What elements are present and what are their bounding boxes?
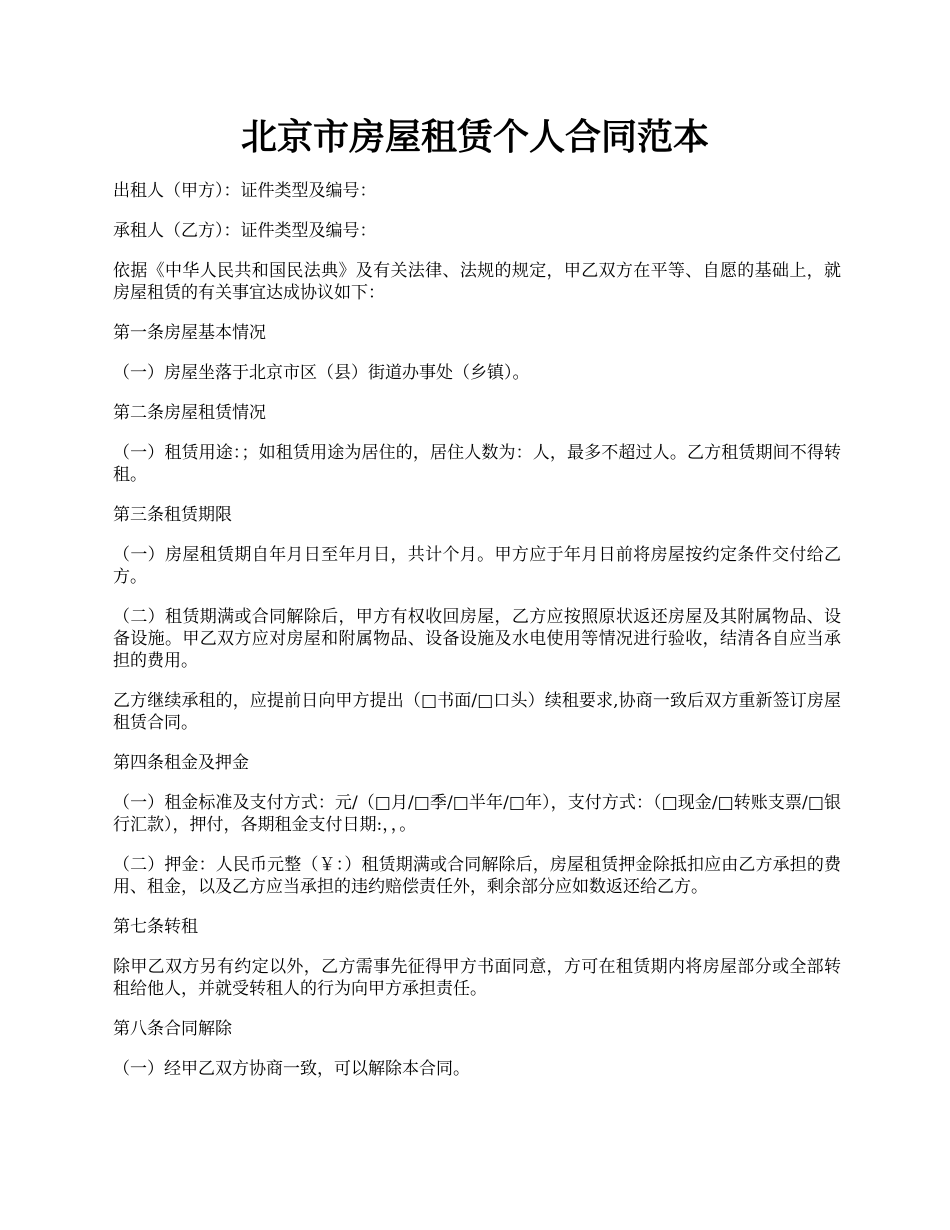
- article-8-heading: 第八条合同解除: [113, 1019, 232, 1039]
- article-3-clause-2: （二）租赁期满或合同解除后，甲方有权收回房屋，乙方应按照原状返还房屋及其附属物品、设备设施。甲乙双方应对房屋和附属物品、设备设施及水电使用等情况进行验收，结清各自应当承担的费用。: [113, 607, 841, 671]
- article-4-clause-2: （二）押金：人民币元整（￥：）租赁期满或合同解除后，房屋租赁押金除抵扣应由乙方承担的费用、租金，以及乙方应当承担的违约赔偿责任外，剩余部分应如数返还给乙方。: [113, 855, 841, 897]
- article-4-heading: 第四条租金及押金: [113, 753, 249, 773]
- document-title: 北京市房屋租赁个人合同范本: [240, 116, 709, 158]
- article-2-heading: 第二条房屋租赁情况: [113, 403, 266, 423]
- preamble-paragraph: 依据《中华人民共和国民法典》及有关法律、法规的规定，甲乙双方在平等、自愿的基础上，就房屋租赁的有关事宜达成协议如下：: [113, 261, 841, 303]
- document-body: [113, 180, 841, 1098]
- article-4-clause-1: （一）租金标准及支付方式：元/（□月/□季/□半年/□年），支付方式：（□现金/□转账支票/□银行汇款），押付，各期租金支付日期:，，。: [113, 793, 841, 835]
- party-b-line: 承租人（乙方）：证件类型及编号：: [113, 221, 377, 241]
- article-7-heading: 第七条转租: [113, 917, 198, 937]
- article-3-clause-1: （一）房屋租赁期自年月日至年月日，共计个月。甲方应于年月日前将房屋按约定条件交付给乙方。: [113, 545, 841, 587]
- article-3-heading: 第三条租赁期限: [113, 505, 232, 525]
- article-8-clause-1: （一）经甲乙双方协商一致，可以解除本合同。: [113, 1059, 470, 1079]
- article-1-heading: 第一条房屋基本情况: [113, 323, 266, 343]
- article-1-clause-1: （一）房屋坐落于北京市区（县）街道办事处（乡镇）。: [113, 363, 530, 383]
- party-a-line: 出租人（甲方）：证件类型及编号：: [113, 181, 377, 201]
- article-3-renewal-paragraph: 乙方继续承租的，应提前日向甲方提出（□书面/□口头）续租要求,协商一致后双方重新签订房屋租赁合同。: [113, 691, 841, 733]
- article-2-clause-1: （一）租赁用途：；如租赁用途为居住的，居住人数为：人，最多不超过人。乙方租赁期间不得转租。: [113, 443, 841, 485]
- article-7-paragraph: 除甲乙双方另有约定以外，乙方需事先征得甲方书面同意，方可在租赁期内将房屋部分或全部转租给他人，并就受转租人的行为向甲方承担责任。: [113, 957, 841, 999]
